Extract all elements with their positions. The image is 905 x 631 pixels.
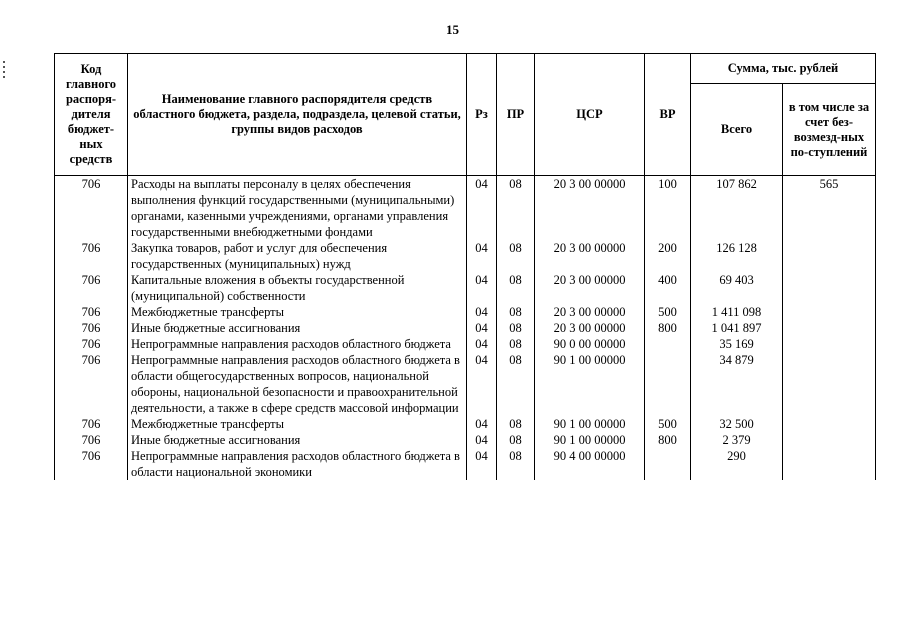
table-row [55, 272, 876, 304]
cell-pr: 08 [497, 416, 535, 432]
cell-total: 2 379 [691, 432, 783, 448]
table-row [55, 320, 876, 336]
cell-total: 69 403 [691, 272, 783, 304]
cell-name: Иные бюджетные ассигнования [128, 320, 467, 336]
cell-name: Закупка товаров, работ и услуг для обеспечения государственных (муниципальных) нужд [128, 240, 467, 272]
table-row [55, 176, 876, 241]
header-pr: ПР [497, 54, 535, 176]
cell-name: Непрограммные направления расходов областного бюджета [128, 336, 467, 352]
cell-csr: 20 3 00 00000 [535, 320, 645, 336]
cell-grants [783, 240, 876, 272]
cell-pr: 08 [497, 448, 535, 480]
header-name: Наименование главного распорядителя средств областного бюджета, раздела, подраздела, целевой статьи, группы видов расходов [128, 54, 467, 176]
header-rz: Рз [467, 54, 497, 176]
cell-pr: 08 [497, 240, 535, 272]
cell-vr: 500 [645, 304, 691, 320]
cell-csr: 90 1 00 00000 [535, 416, 645, 432]
cell-rz: 04 [467, 448, 497, 480]
cell-name: Непрограммные направления расходов областного бюджета в области национальной экономики [128, 448, 467, 480]
cell-vr: 400 [645, 272, 691, 304]
cell-code: 706 [55, 304, 128, 320]
cell-vr [645, 448, 691, 480]
cell-csr: 90 4 00 00000 [535, 448, 645, 480]
cell-vr: 500 [645, 416, 691, 432]
cell-rz: 04 [467, 240, 497, 272]
cell-pr: 08 [497, 176, 535, 241]
cell-code: 706 [55, 448, 128, 480]
cell-csr: 90 1 00 00000 [535, 432, 645, 448]
table-row [55, 240, 876, 272]
cell-rz: 04 [467, 272, 497, 304]
cell-code: 706 [55, 416, 128, 432]
cell-name: Капитальные вложения в объекты государственной (муниципальной) собственности [128, 272, 467, 304]
cell-grants [783, 432, 876, 448]
cell-grants [783, 448, 876, 480]
cell-vr: 200 [645, 240, 691, 272]
cell-pr: 08 [497, 320, 535, 336]
cell-total: 107 862 [691, 176, 783, 241]
cell-code: 706 [55, 432, 128, 448]
cell-pr: 08 [497, 432, 535, 448]
cell-csr: 20 3 00 00000 [535, 304, 645, 320]
cell-grants [783, 272, 876, 304]
page-number: 15 [446, 22, 459, 37]
cell-name: Непрограммные направления расходов областного бюджета в области общегосударственных вопросов, национальной обороны, национальной безопасности и правоохранительной деятельности, а также в сфере средств массовой информации [128, 352, 467, 416]
scan-marks [2, 58, 8, 98]
cell-pr: 08 [497, 336, 535, 352]
cell-vr: 800 [645, 432, 691, 448]
cell-csr: 20 3 00 00000 [535, 176, 645, 241]
cell-total: 1 041 897 [691, 320, 783, 336]
cell-rz: 04 [467, 416, 497, 432]
cell-code: 706 [55, 352, 128, 416]
cell-pr: 08 [497, 304, 535, 320]
cell-grants [783, 336, 876, 352]
cell-name: Иные бюджетные ассигнования [128, 432, 467, 448]
cell-vr [645, 336, 691, 352]
cell-total: 126 128 [691, 240, 783, 272]
cell-total: 32 500 [691, 416, 783, 432]
cell-rz: 04 [467, 304, 497, 320]
header-vr: ВР [645, 54, 691, 176]
table-row [55, 336, 876, 352]
cell-pr: 08 [497, 272, 535, 304]
cell-code: 706 [55, 336, 128, 352]
cell-code: 706 [55, 320, 128, 336]
table-row [55, 352, 876, 416]
table-row [55, 432, 876, 448]
cell-name: Межбюджетные трансферты [128, 416, 467, 432]
cell-vr: 100 [645, 176, 691, 241]
cell-total: 34 879 [691, 352, 783, 416]
header-sum: Сумма, тыс. рублей [691, 54, 876, 84]
cell-code: 706 [55, 272, 128, 304]
cell-name: Межбюджетные трансферты [128, 304, 467, 320]
budget-table [54, 53, 876, 480]
table-row [55, 304, 876, 320]
cell-grants: 565 [783, 176, 876, 241]
header-csr: ЦСР [535, 54, 645, 176]
cell-name: Расходы на выплаты персоналу в целях обеспечения выполнения функций государственными (муниципальными) органами, казенными учреждениями, органами управления государственными внебюджетными фондами [128, 176, 467, 241]
cell-rz: 04 [467, 336, 497, 352]
cell-total: 35 169 [691, 336, 783, 352]
cell-csr: 90 0 00 00000 [535, 336, 645, 352]
cell-total: 1 411 098 [691, 304, 783, 320]
cell-rz: 04 [467, 320, 497, 336]
table-row [55, 448, 876, 480]
cell-code: 706 [55, 240, 128, 272]
cell-rz: 04 [467, 176, 497, 241]
cell-vr [645, 352, 691, 416]
cell-grants [783, 416, 876, 432]
cell-csr: 20 3 00 00000 [535, 272, 645, 304]
header-code: Код главного распоря-дителя бюджет-ных средств [55, 54, 128, 176]
cell-csr: 20 3 00 00000 [535, 240, 645, 272]
cell-grants [783, 352, 876, 416]
cell-csr: 90 1 00 00000 [535, 352, 645, 416]
cell-code: 706 [55, 176, 128, 241]
cell-pr: 08 [497, 352, 535, 416]
table-row [55, 416, 876, 432]
header-total: Всего [691, 84, 783, 176]
cell-grants [783, 320, 876, 336]
cell-rz: 04 [467, 352, 497, 416]
cell-total: 290 [691, 448, 783, 480]
cell-vr: 800 [645, 320, 691, 336]
cell-grants [783, 304, 876, 320]
header-grants: в том числе за счет без-возмезд-ных по-ступлений [783, 84, 876, 176]
cell-rz: 04 [467, 432, 497, 448]
